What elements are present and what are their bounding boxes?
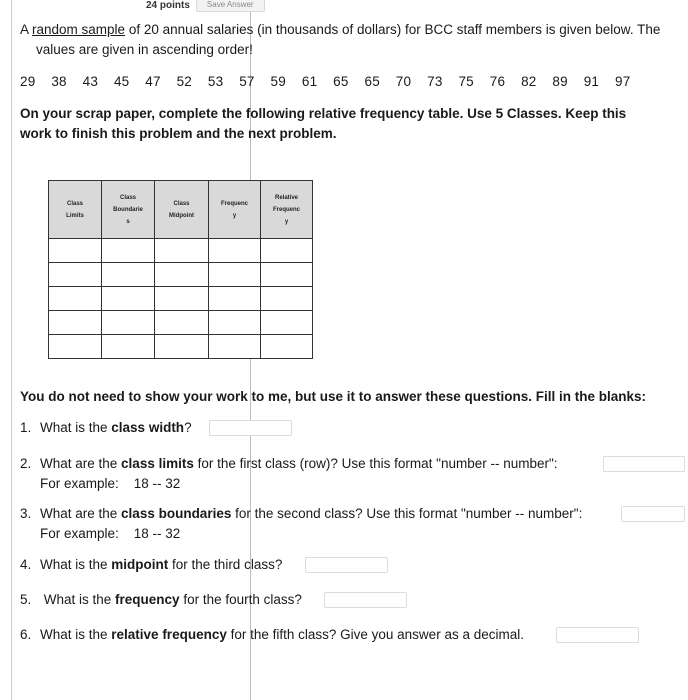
question-number: 3. [20,506,32,521]
question-2: 2. What are the class limits for the first class (row)? Use this format "number -- number": For example: 18 -- 32 [20,454,558,494]
question-3: 3. What are the class boundaries for the second class? Use this format "number -- number": For example: 18 -- 32 [20,504,582,544]
table-row [49,311,313,335]
header-frequency: Frequenc y [209,181,261,239]
table-cell [49,239,102,263]
table-cell [261,335,313,359]
answer-input-5[interactable] [324,592,407,608]
table-cell [261,239,313,263]
table-cell [155,263,209,287]
table-cell [209,311,261,335]
question-1: 1. What is the class width? [20,418,192,438]
question-4: 4. What is the midpoint for the third class? [20,555,282,575]
page-left-rule [11,0,12,700]
header-class-limits: Class Limits [49,181,102,239]
random-sample-link[interactable]: random sample [32,22,126,37]
question-5: 5. What is the frequency for the fourth class? [20,590,302,610]
table-row [49,263,313,287]
table-cell [49,287,102,311]
table-row [49,335,313,359]
question-number: 4. [20,557,32,572]
answer-input-1[interactable] [209,420,292,436]
question-number: 6. [20,627,32,642]
table-cell [209,335,261,359]
points-label: 24 points [146,0,190,11]
table-header-row [49,181,313,239]
answer-input-3[interactable] [621,506,685,522]
question-number: 5. [20,592,32,607]
example-text: For example: 18 -- 32 [40,476,181,491]
table-cell [155,239,209,263]
table-cell [102,311,155,335]
table-cell [209,287,261,311]
answer-input-2[interactable] [603,456,685,472]
table-row [49,239,313,263]
instruction-line-2: work to finish this problem and the next problem. [20,126,337,141]
table-cell [155,287,209,311]
question-number: 1. [20,420,32,435]
question-number: 2. [20,456,32,471]
example-text: For example: 18 -- 32 [40,526,181,541]
intro-prefix: A [20,22,33,37]
instruction-line-1: On your scrap paper, complete the following relative frequency table. Use 5 Classes. Keep this [20,106,627,121]
save-answer-button[interactable]: Save Answer [196,0,265,12]
question-header [140,0,265,12]
table-cell [155,335,209,359]
answer-input-4[interactable] [305,557,388,573]
intro-line-2: values are given in ascending order! [36,42,253,57]
table-cell [261,287,313,311]
table-cell [261,263,313,287]
table-cell [49,335,102,359]
header-relative-frequency: Relative Frequenc y [261,181,313,239]
answer-input-6[interactable] [556,627,639,643]
header-class-boundaries: Class Boundarie s [102,181,155,239]
table-cell [209,263,261,287]
table-row [49,287,313,311]
table-cell [209,239,261,263]
relative-frequency-table [48,180,313,359]
intro-line-1 [20,20,660,40]
header-class-midpoint: Class Midpoint [155,181,209,239]
table-cell [261,311,313,335]
table-cell [102,263,155,287]
table-cell [102,239,155,263]
question-6: 6. What is the relative frequency for the fifth class? Give you answer as a decimal. [20,625,524,645]
questions-lead: You do not need to show your work to me, but use it to answer these questions. Fill in the blanks: [20,389,647,404]
table-cell [49,263,102,287]
table-cell [155,311,209,335]
intro-rest: of 20 annual salaries (in thousands of dollars) for BCC staff members is given below. The [125,22,661,37]
salary-data-values: 29 38 43 45 47 52 53 57 59 61 65 65 70 73 75 76 82 89 91 97 [20,74,631,89]
table-cell [49,311,102,335]
table-cell [102,287,155,311]
table-cell [102,335,155,359]
